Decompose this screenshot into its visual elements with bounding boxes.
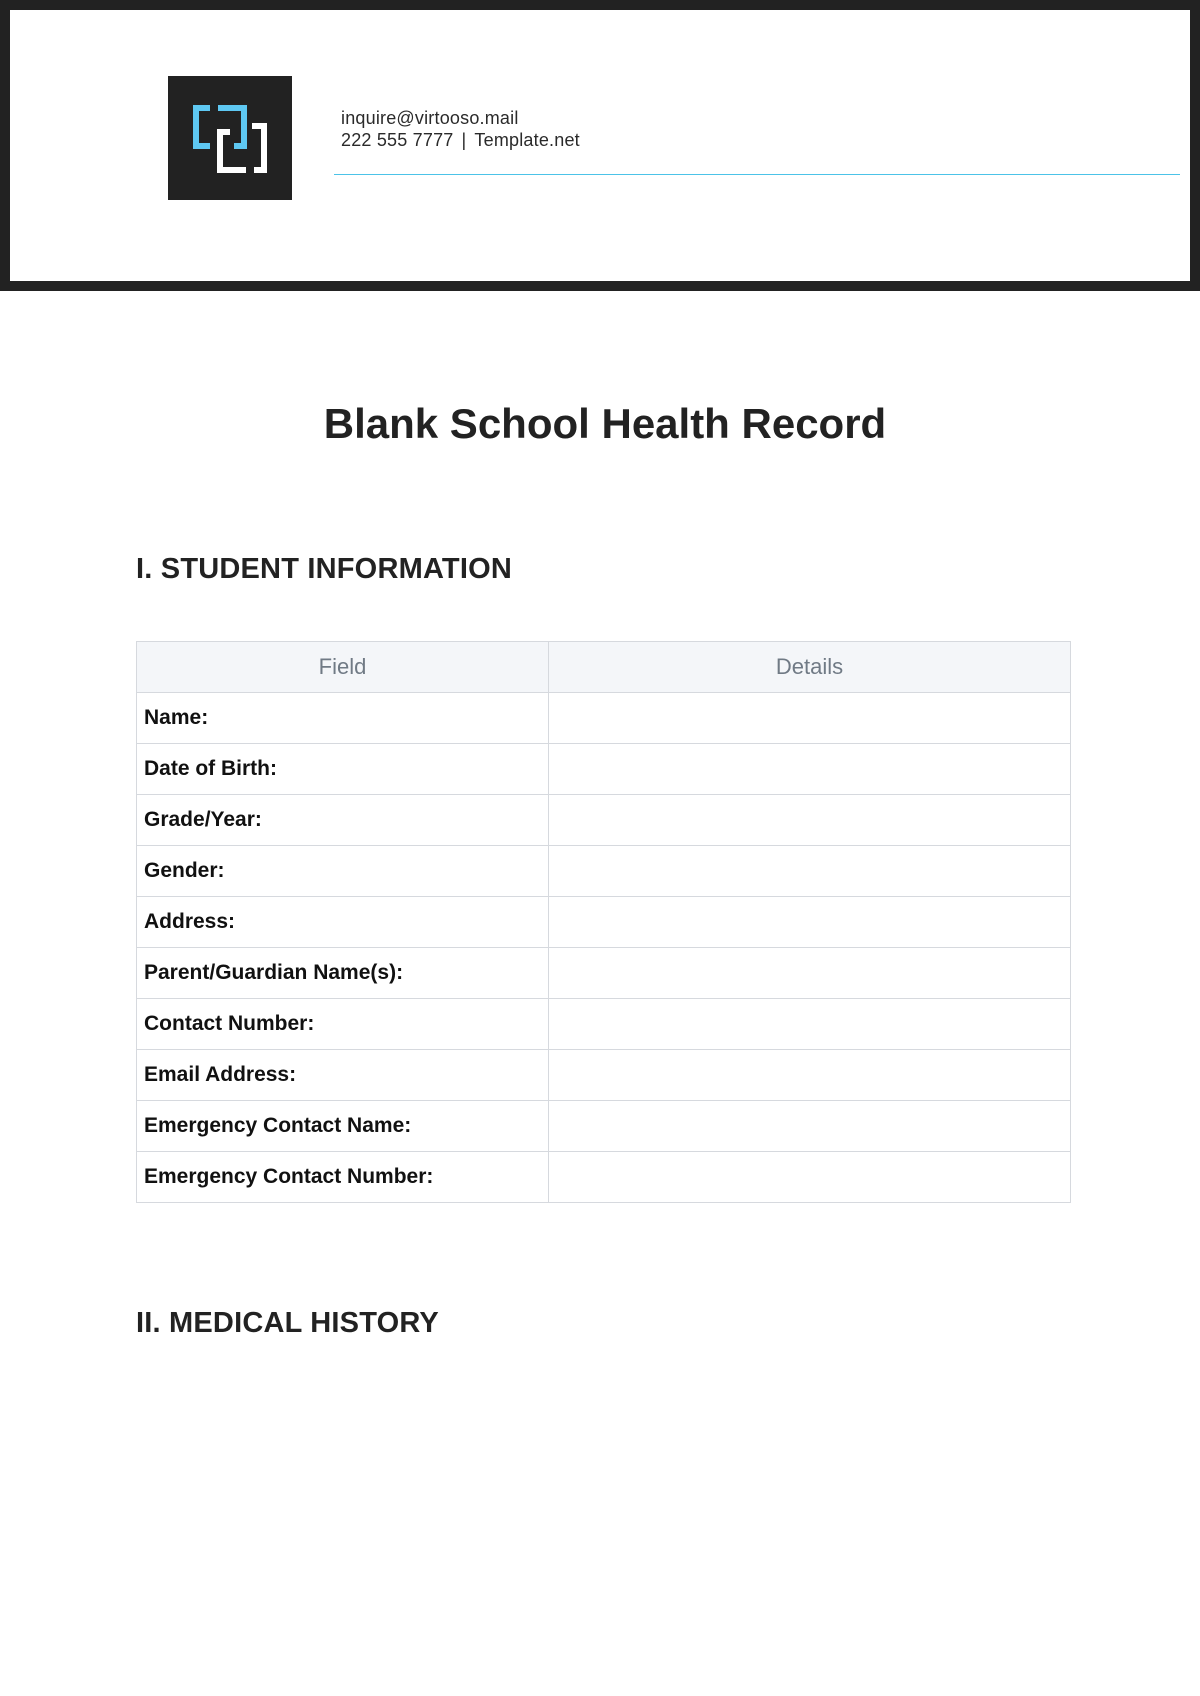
header-divider	[334, 174, 1180, 175]
table-row	[137, 693, 1071, 744]
column-header-details: Details	[549, 642, 1071, 693]
table-row	[137, 1101, 1071, 1152]
student-information-table	[136, 641, 1071, 1203]
field-label: Contact Number:	[137, 999, 549, 1050]
table-row	[137, 795, 1071, 846]
contact-website[interactable]: Template.net	[474, 130, 580, 150]
details-cell[interactable]	[549, 948, 1071, 999]
details-cell[interactable]	[549, 1152, 1071, 1203]
section-heading-student-information: I. STUDENT INFORMATION	[136, 553, 513, 585]
field-label: Emergency Contact Name:	[137, 1101, 549, 1152]
table-row	[137, 1152, 1071, 1203]
document-title: Blank School Health Record	[323, 400, 887, 447]
contact-email[interactable]: inquire@virtooso.mail	[341, 108, 519, 128]
details-cell[interactable]	[549, 897, 1071, 948]
table-row	[137, 999, 1071, 1050]
field-label: Grade/Year:	[137, 795, 549, 846]
details-cell[interactable]	[549, 1101, 1071, 1152]
details-cell[interactable]	[549, 846, 1071, 897]
details-cell[interactable]	[549, 999, 1071, 1050]
contact-phone[interactable]: 222 555 7777	[341, 130, 454, 150]
details-cell[interactable]	[549, 744, 1071, 795]
details-cell[interactable]	[549, 693, 1071, 744]
table-row	[137, 744, 1071, 795]
field-label: Emergency Contact Number:	[137, 1152, 549, 1203]
table-header-row	[137, 642, 1071, 693]
table-row	[137, 897, 1071, 948]
contact-separator: |	[461, 130, 467, 150]
table-row	[137, 846, 1071, 897]
column-header-field: Field	[137, 642, 549, 693]
section-heading-medical-history: II. MEDICAL HISTORY	[136, 1307, 439, 1339]
field-label: Date of Birth:	[137, 744, 549, 795]
details-cell[interactable]	[549, 1050, 1071, 1101]
table-row	[137, 948, 1071, 999]
bracket-squares-logo-icon	[168, 76, 292, 200]
field-label: Name:	[137, 693, 549, 744]
field-label: Email Address:	[137, 1050, 549, 1101]
field-label: Parent/Guardian Name(s):	[137, 948, 549, 999]
company-logo	[168, 76, 292, 200]
contact-line	[341, 130, 580, 151]
details-cell[interactable]	[549, 795, 1071, 846]
field-label: Address:	[137, 897, 549, 948]
table-row	[137, 1050, 1071, 1101]
field-label: Gender:	[137, 846, 549, 897]
